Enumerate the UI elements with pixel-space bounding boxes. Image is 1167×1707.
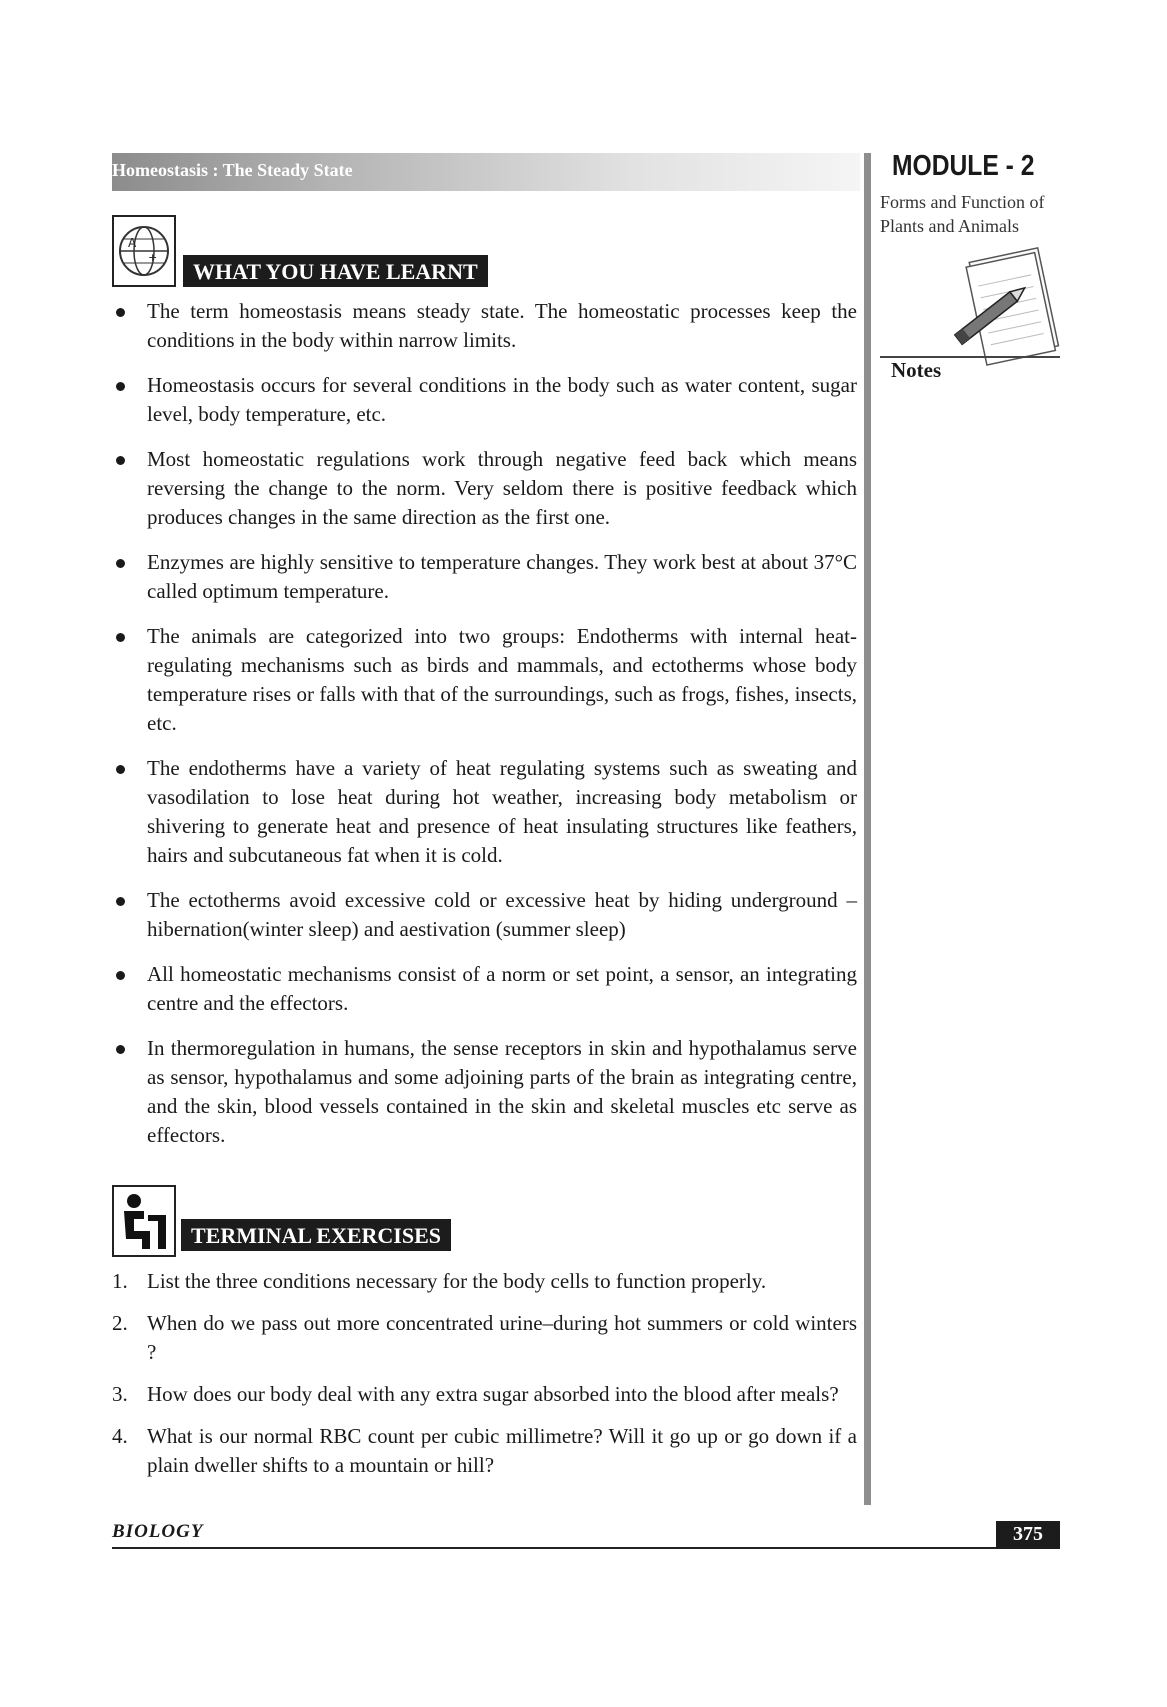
bullet-icon xyxy=(116,765,125,774)
svg-text:+: + xyxy=(148,251,158,264)
learnt-list xyxy=(112,297,857,1166)
margin-divider xyxy=(864,153,871,1505)
bullet-icon xyxy=(116,971,125,980)
bullet-icon xyxy=(116,308,125,317)
list-item: 2. When do we pass out more concentrated urine–during hot summers or cold winters ? xyxy=(112,1311,857,1364)
module-title: MODULE - 2 xyxy=(892,150,1035,182)
list-item: 4. What is our normal RBC count per cubic millimetre? Will it go up or go down if a plain dweller shifts to a mountain or hill? xyxy=(112,1424,857,1477)
list-item: The term homeostasis means steady state. The homeostatic processes keep the conditions in the body within narrow limits. xyxy=(112,297,857,355)
list-item: The ectotherms avoid excessive cold or excessive heat by hiding underground – hibernation(winter sleep) and aestivation (summer sleep) xyxy=(112,886,857,944)
globe-abc-icon xyxy=(112,215,176,287)
module-subtitle: Forms and Function of Plants and Animals xyxy=(880,192,1045,236)
list-item: 3. How does our body deal with any extra sugar absorbed into the blood after meals? xyxy=(112,1382,839,1406)
list-item: Enzymes are highly sensitive to temperature changes. They work best at about 37°C called optimum temperature. xyxy=(112,548,857,606)
running-header xyxy=(112,153,860,191)
footer-rule xyxy=(112,1547,1060,1549)
bullet-icon xyxy=(116,897,125,906)
list-item: The animals are categorized into two groups: Endotherms with internal heat-regulating mechanisms such as birds and mammals, and ectotherms whose body temperature rises or falls with that of the surroundings, such as frogs, fishes, insects, etc. xyxy=(112,622,857,738)
notepad-pencil-icon xyxy=(950,245,1065,380)
bullet-icon xyxy=(116,559,125,568)
bullet-icon xyxy=(116,1045,125,1054)
svg-text:A: A xyxy=(128,236,137,250)
list-item: The endotherms have a variety of heat regulating systems such as sweating and vasodilation to lose heat during hot weather, increasing body metabolism or shivering to generate heat and presence of heat insulating structures like feathers, hairs and subcutaneous fat when it is cold. xyxy=(112,754,857,870)
page-number: 375 xyxy=(996,1521,1060,1549)
bullet-icon xyxy=(116,456,125,465)
list-item: 1. List the three conditions necessary for the body cells to function properly. xyxy=(112,1269,767,1293)
bullet-icon xyxy=(116,382,125,391)
bullet-icon xyxy=(116,633,125,642)
exercises-list xyxy=(112,1267,857,1493)
list-item: All homeostatic mechanisms consist of a norm or set point, a sensor, an integrating centre and the effectors. xyxy=(112,960,857,1018)
exercises-section-title: TERMINAL EXERCISES xyxy=(181,1219,451,1251)
list-item: In thermoregulation in humans, the sense receptors in skin and hypothalamus serve as sensor, hypothalamus and some adjoining parts of the brain as integrating centre, and the skin, blood vessels contained in the skin and skeletal muscles etc serve as effectors. xyxy=(112,1034,857,1150)
learnt-section-title: WHAT YOU HAVE LEARNT xyxy=(183,255,488,287)
list-item: Homeostasis occurs for several conditions in the body such as water content, sugar level, body temperature, etc. xyxy=(112,371,857,429)
footer-subject: BIOLOGY xyxy=(112,1521,204,1542)
notes-label: Notes xyxy=(891,358,942,382)
list-item: Most homeostatic regulations work through negative feed back which means reversing the change to the norm. Very seldom there is positive feedback which produces changes in the same direction as the first one. xyxy=(112,445,857,532)
running-title: Homeostasis : The Steady State xyxy=(112,160,353,180)
student-at-desk-icon xyxy=(112,1185,176,1257)
